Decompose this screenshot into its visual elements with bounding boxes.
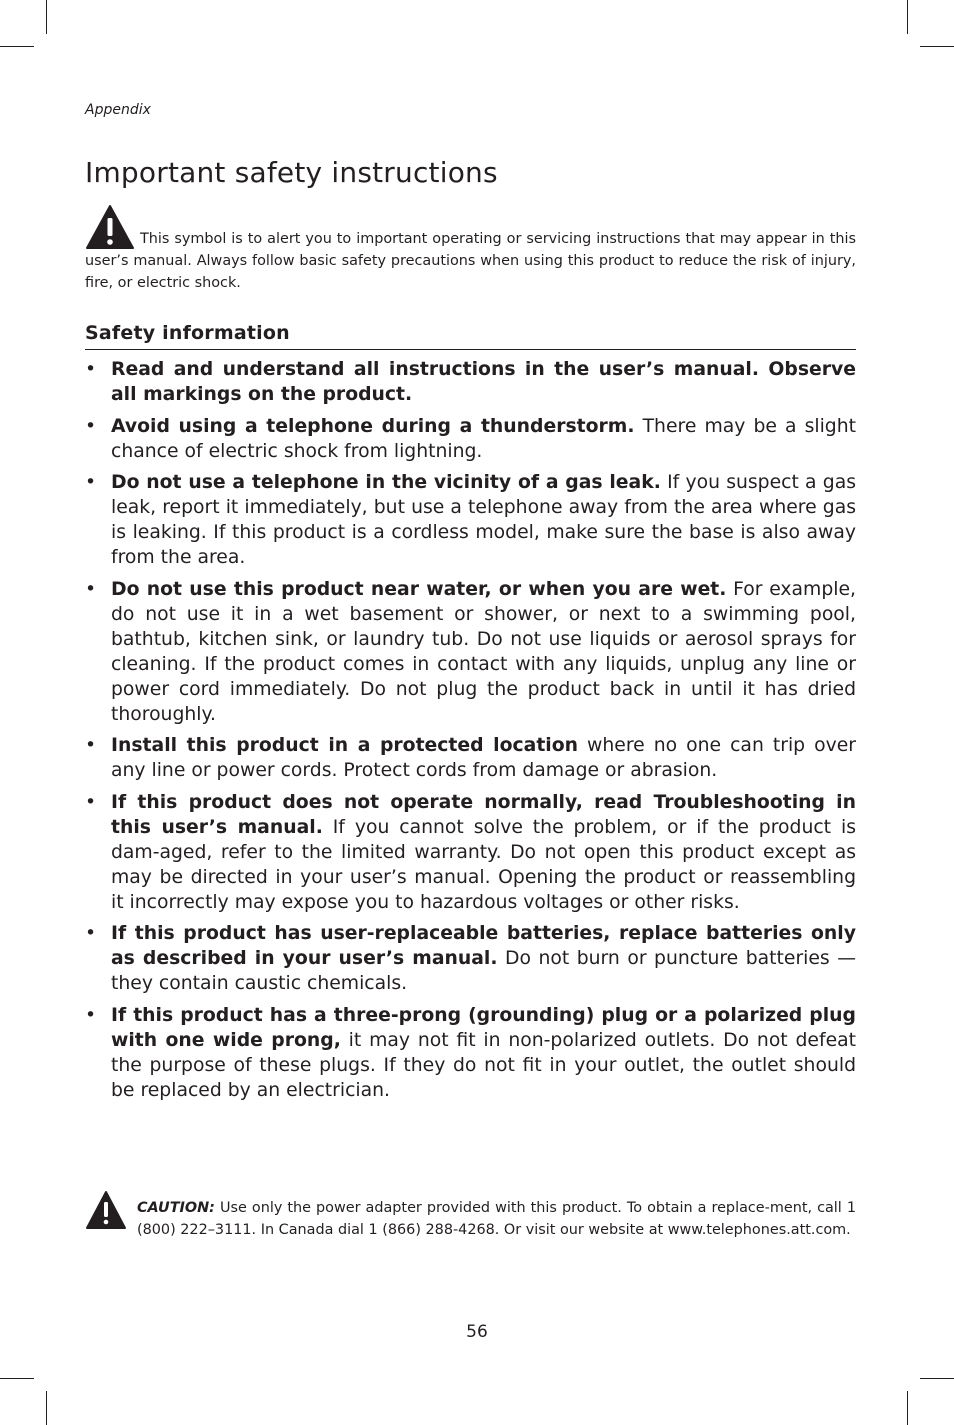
- item-text: If you suspect a gas leak, report it immediately, but use a telephone away from the area where gas is leaking. If this product is a cordless model, make sure the base is also away from the area.: [111, 472, 857, 568]
- list-item: [85, 921, 856, 996]
- item-text: There may be a slight chance of electric shock from lightning.: [111, 415, 856, 462]
- list-item: [85, 414, 856, 464]
- crop-mark: [0, 1378, 34, 1379]
- list-item: [85, 1003, 856, 1103]
- caution-body: Use only the power adapter provided with this product. To obtain a replace-ment, call 1 (800) 222–3111. In Canada dial 1 (866) 288-4268. Or visit our website at www.telephones.att.com.: [137, 1200, 856, 1238]
- item-text: Do not burn or puncture batteries — they contain caustic chemicals.: [111, 948, 857, 994]
- list-item: [85, 790, 856, 915]
- list-item: [85, 470, 856, 570]
- bullet: •: [85, 923, 97, 944]
- crop-mark: [920, 1378, 954, 1379]
- page-title: Important safety instructions: [85, 156, 498, 189]
- item-lead: Do not use this product near water, or when you are wet.: [111, 578, 727, 600]
- intro-paragraph: [85, 204, 856, 294]
- bullet: •: [85, 472, 97, 493]
- crop-mark: [907, 1391, 908, 1425]
- item-text: For example, do not use it in a wet basement or shower, or next to a swimming pool, bathtub, kitchen sink, or laundry tub. Do not use liquids or aerosol sprays for cleaning. If the product comes in contact with any liquids, unplug any line or power cord immediately. Do not plug the product back in until it has dried thoroughly.: [111, 578, 856, 725]
- item-lead: If this product has user-replaceable batteries, replace batteries only as described in your user’s manual.: [111, 923, 856, 969]
- warning-triangle-icon: [85, 1190, 127, 1230]
- item-text: it may not fit in non-polarized outlets. Do not defeat the purpose of these plugs. If they do not fit in your outlet, the outlet should be replaced by an electrician.: [111, 1029, 857, 1101]
- crop-mark: [920, 46, 954, 47]
- bullet: •: [85, 415, 97, 437]
- item-lead: Read and understand all instructions in the user’s manual. Observe all markings on the product.: [111, 359, 856, 405]
- list-item: [85, 357, 856, 407]
- item-lead: Do not use a telephone in the vicinity of a gas leak.: [111, 472, 661, 493]
- bullet: •: [85, 359, 97, 380]
- running-header: Appendix: [85, 102, 151, 118]
- item-lead: If this product has a three-prong (grounding) plug or a polarized plug with one wide prong,: [111, 1004, 856, 1051]
- page-number: 56: [466, 1322, 488, 1342]
- bullet: •: [85, 1004, 97, 1026]
- item-text: If you cannot solve the problem, or if the product is dam-aged, refer to the limited warranty. Do not open this product except as may be directed in your user’s manual. Opening the product or reassembling it incorrectly may expose you to hazardous voltages or other risks.: [111, 816, 856, 913]
- intro-text: This symbol is to alert you to important operating or servicing instructions that may appear in this user’s manual. Always follow basic safety precautions when using this product to reduce the risk of injury, fire, or electric shock.: [85, 231, 856, 291]
- safety-section: [85, 322, 856, 350]
- item-lead: Install this product in a protected location: [111, 735, 579, 756]
- crop-mark: [0, 46, 34, 47]
- bullet: •: [85, 735, 97, 756]
- item-lead: Avoid using a telephone during a thunderstorm.: [111, 415, 635, 437]
- caution-label: CAUTION:: [137, 1200, 215, 1216]
- list-item: [85, 577, 856, 727]
- crop-mark: [46, 1391, 47, 1425]
- caution-note: [85, 1197, 856, 1241]
- crop-mark: [907, 0, 908, 34]
- item-text: where no one can trip over any line or power cords. Protect cords from damage or abrasion.: [111, 735, 856, 781]
- list-item: [85, 733, 856, 783]
- item-lead: If this product does not operate normally, read Troubleshooting in this user’s manual.: [111, 791, 856, 838]
- bullet: •: [85, 791, 97, 813]
- bullet: •: [85, 578, 97, 600]
- safety-list: [85, 357, 856, 1109]
- section-heading: Safety information: [85, 322, 856, 350]
- warning-triangle-icon: [85, 204, 135, 250]
- crop-mark: [46, 0, 47, 34]
- caution-text: [137, 1197, 856, 1241]
